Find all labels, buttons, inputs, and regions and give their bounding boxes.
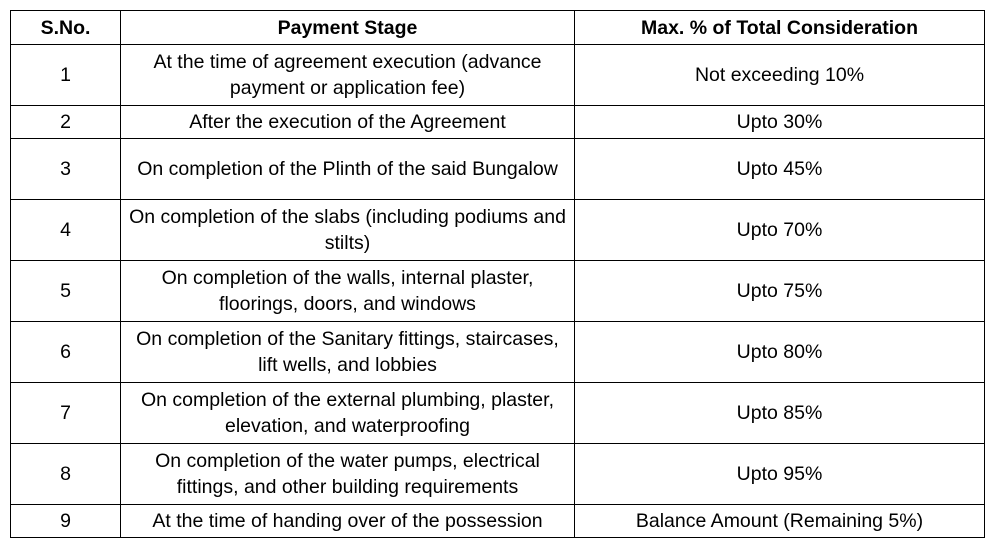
cell-max-percent: Upto 80% [575, 322, 985, 383]
cell-max-percent: Upto 75% [575, 261, 985, 322]
cell-payment-stage: After the execution of the Agreement [121, 106, 575, 139]
cell-payment-stage: On completion of the slabs (including podiums and stilts) [121, 200, 575, 261]
table-row [11, 383, 985, 444]
table-row [11, 45, 985, 106]
cell-sno: 3 [11, 139, 121, 200]
payment-schedule-table-wrapper [10, 10, 984, 538]
table-header-row [11, 11, 985, 45]
cell-max-percent: Upto 85% [575, 383, 985, 444]
cell-sno: 2 [11, 106, 121, 139]
header-payment-stage: Payment Stage [121, 11, 575, 45]
cell-payment-stage: On completion of the walls, internal plaster, floorings, doors, and windows [121, 261, 575, 322]
table-row [11, 200, 985, 261]
cell-max-percent: Balance Amount (Remaining 5%) [575, 505, 985, 538]
cell-sno: 7 [11, 383, 121, 444]
cell-payment-stage: On completion of the Sanitary fittings, staircases, lift wells, and lobbies [121, 322, 575, 383]
cell-sno: 1 [11, 45, 121, 106]
cell-sno: 8 [11, 444, 121, 505]
table-row [11, 106, 985, 139]
cell-payment-stage: At the time of agreement execution (advance payment or application fee) [121, 45, 575, 106]
cell-max-percent: Upto 95% [575, 444, 985, 505]
cell-max-percent: Upto 70% [575, 200, 985, 261]
header-sno: S.No. [11, 11, 121, 45]
header-max-percent: Max. % of Total Consideration [575, 11, 985, 45]
table-row [11, 322, 985, 383]
cell-payment-stage: At the time of handing over of the possession [121, 505, 575, 538]
cell-max-percent: Upto 30% [575, 106, 985, 139]
payment-schedule-table [10, 10, 985, 538]
cell-sno: 9 [11, 505, 121, 538]
cell-sno: 5 [11, 261, 121, 322]
cell-sno: 4 [11, 200, 121, 261]
cell-max-percent: Upto 45% [575, 139, 985, 200]
table-row [11, 444, 985, 505]
table-row [11, 261, 985, 322]
cell-payment-stage: On completion of the external plumbing, plaster, elevation, and waterproofing [121, 383, 575, 444]
table-row [11, 139, 985, 200]
table-row [11, 505, 985, 538]
cell-payment-stage: On completion of the water pumps, electrical fittings, and other building requirements [121, 444, 575, 505]
cell-max-percent: Not exceeding 10% [575, 45, 985, 106]
cell-sno: 6 [11, 322, 121, 383]
cell-payment-stage: On completion of the Plinth of the said Bungalow [121, 139, 575, 200]
